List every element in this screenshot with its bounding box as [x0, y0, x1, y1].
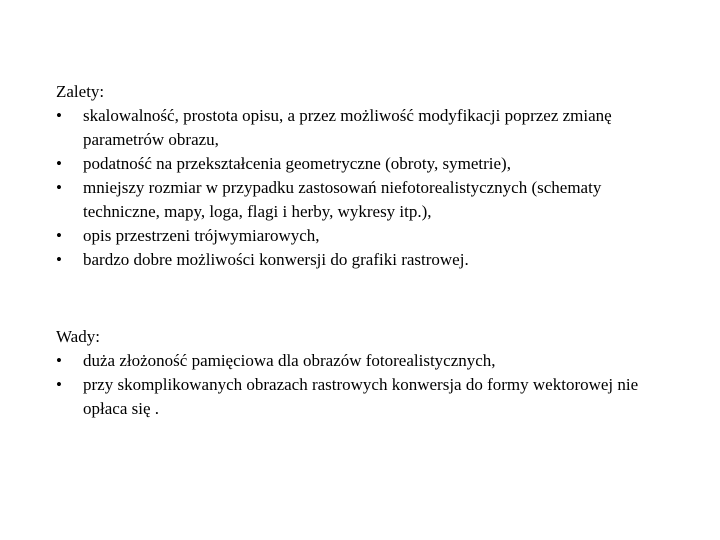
bullet-icon: • [56, 226, 62, 245]
bullet-icon: • [56, 250, 62, 269]
list-item [56, 248, 676, 272]
bullet-icon: • [56, 106, 62, 125]
list-item [56, 349, 676, 373]
list-item [56, 104, 676, 152]
pros-list [56, 104, 676, 272]
cons-section [56, 325, 676, 421]
list-item-text: duża złożoność pamięciowa dla obrazów fotorealistycznych, [83, 351, 496, 370]
list-item-text: podatność na przekształcenia geometryczne (obroty, symetrie), [83, 154, 511, 173]
list-item [56, 152, 676, 176]
pros-section [56, 80, 676, 272]
cons-heading: Wady: [56, 327, 100, 346]
pros-heading: Zalety: [56, 82, 105, 101]
list-item-text: przy skomplikowanych obrazach rastrowych konwersja do formy wektorowej nie opłaca się . [83, 375, 639, 418]
cons-list [56, 349, 676, 421]
list-item [56, 224, 676, 248]
bullet-icon: • [56, 375, 62, 394]
bullet-icon: • [56, 154, 62, 173]
bullet-icon: • [56, 351, 62, 370]
bullet-icon: • [56, 178, 62, 197]
list-item-text: bardzo dobre możliwości konwersji do grafiki rastrowej. [83, 250, 469, 269]
list-item-text: opis przestrzeni trójwymiarowych, [83, 226, 320, 245]
list-item-text: mniejszy rozmiar w przypadku zastosowań niefotorealistycznych (schematy techniczne, mapy, loga, flagi i herby, wykresy itp.), [83, 178, 602, 221]
list-item [56, 373, 676, 421]
list-item-text: skalowalność, prostota opisu, a przez możliwość modyfikacji poprzez zmianę parametrów obrazu, [83, 106, 612, 149]
list-item [56, 176, 676, 224]
